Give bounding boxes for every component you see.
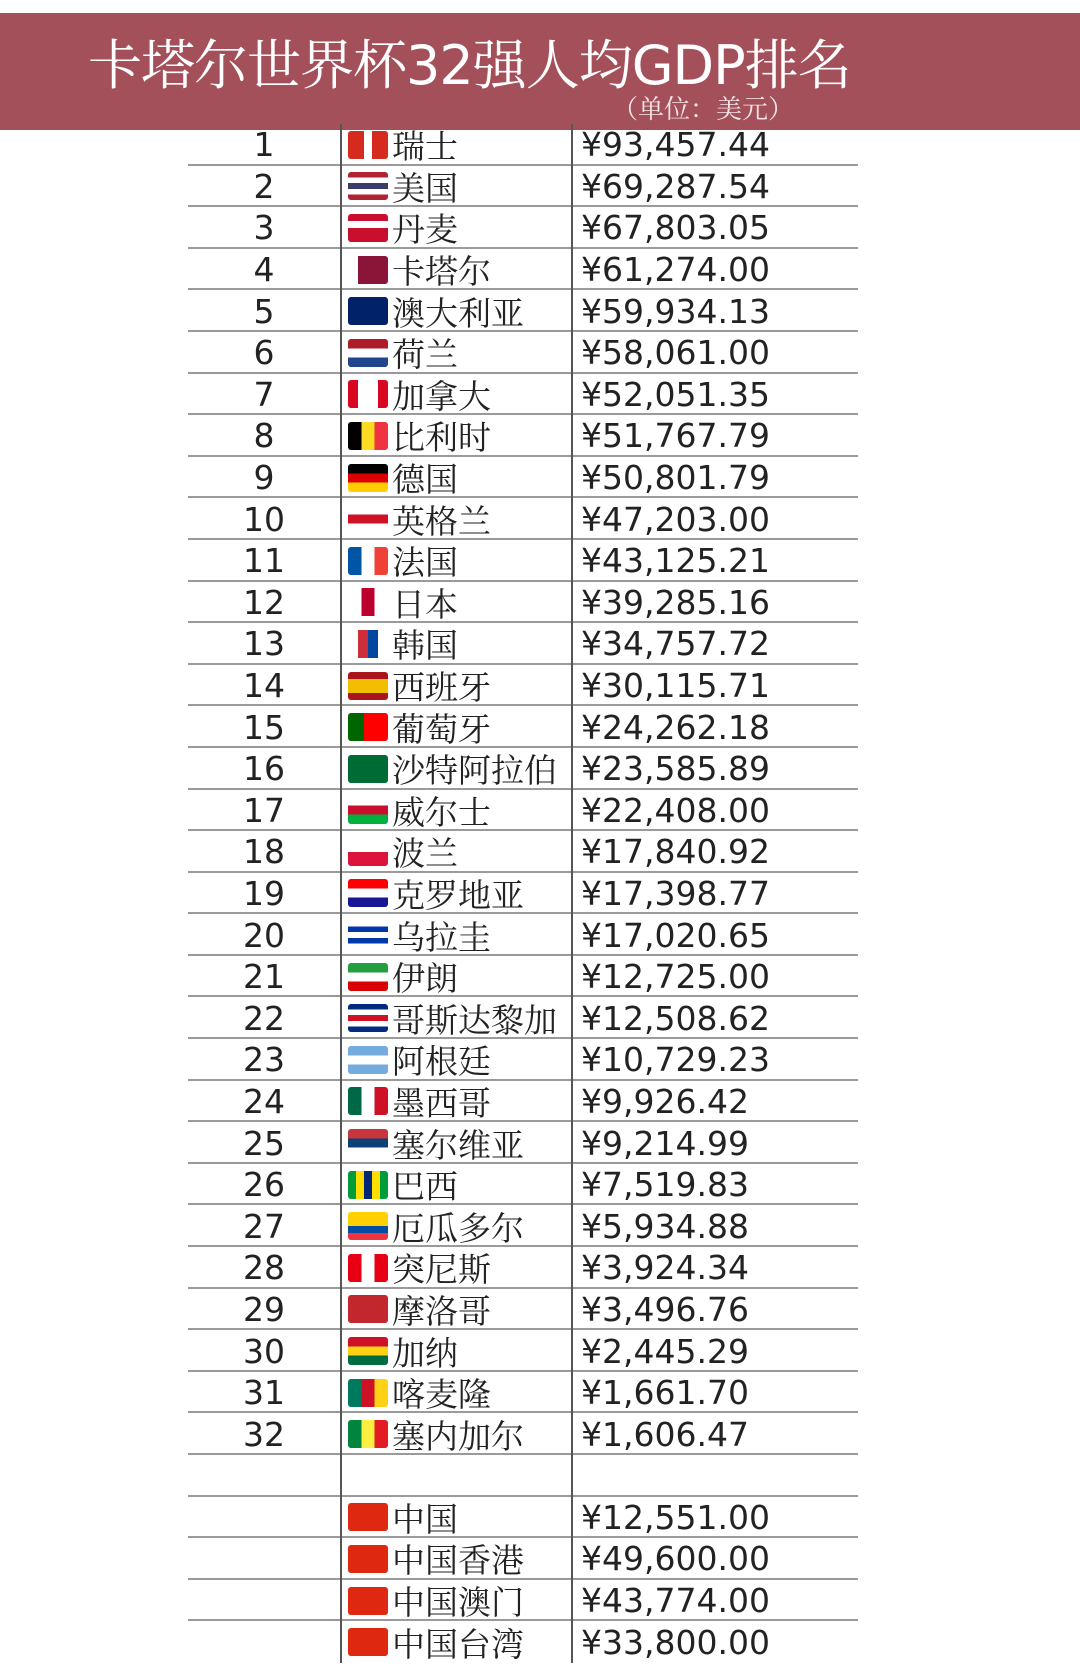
flag-icon <box>348 672 388 700</box>
gdp-value-cell: ¥9,214.99 <box>571 1122 858 1164</box>
country-cell <box>340 997 571 1039</box>
gdp-value-cell: ¥12,551.00 <box>571 1497 858 1539</box>
country-cell <box>340 1580 571 1622</box>
table-row <box>188 249 858 291</box>
country-cell <box>340 374 571 416</box>
flag-icon <box>348 1379 388 1407</box>
flag-icon <box>348 131 388 159</box>
country-name: 卡塔尔 <box>392 252 491 292</box>
country-cell <box>340 1538 571 1580</box>
country-name: 比利时 <box>392 418 491 458</box>
country-name: 阿根廷 <box>392 1042 491 1082</box>
country-cell <box>340 665 571 707</box>
gdp-value-cell: ¥43,125.21 <box>571 540 858 582</box>
rank-cell: 21 <box>243 957 285 997</box>
flag-icon <box>348 921 388 949</box>
country-name: 西班牙 <box>392 668 491 708</box>
table-row <box>188 1330 858 1372</box>
gdp-value-cell: ¥1,606.47 <box>571 1413 858 1455</box>
flag-icon <box>348 380 388 408</box>
flag-icon <box>348 505 388 533</box>
gdp-value-cell: ¥5,934.88 <box>571 1205 858 1247</box>
flag-icon <box>348 796 388 824</box>
country-name: 丹麦 <box>392 210 458 250</box>
table-row <box>188 1580 858 1622</box>
flag-icon <box>348 339 388 367</box>
country-cell <box>340 540 571 582</box>
flag-icon <box>348 422 388 450</box>
country-cell <box>340 623 571 665</box>
rank-cell <box>188 1497 340 1539</box>
country-name: 墨西哥 <box>392 1083 491 1123</box>
gdp-value-cell: ¥51,767.79 <box>571 415 858 457</box>
rank-cell: 7 <box>253 374 275 414</box>
table-row <box>188 1081 858 1123</box>
country-name: 喀麦隆 <box>392 1375 491 1415</box>
gdp-value-cell: ¥9,926.42 <box>571 1081 858 1123</box>
flag-icon <box>348 713 388 741</box>
rank-cell: 28 <box>243 1248 285 1288</box>
gdp-value-cell: ¥59,934.13 <box>571 290 858 332</box>
rank-cell: 27 <box>243 1206 285 1246</box>
gdp-value-cell: ¥17,398.77 <box>571 873 858 915</box>
rank-cell: 19 <box>243 873 285 913</box>
country-cell <box>340 748 571 790</box>
table-row <box>188 997 858 1039</box>
rank-cell: 29 <box>243 1289 285 1329</box>
country-cell <box>340 1039 571 1081</box>
rank-cell: 16 <box>243 749 285 789</box>
country-name: 加拿大 <box>392 376 491 416</box>
table-row <box>188 831 858 873</box>
country-cell <box>340 1330 571 1372</box>
country-cell <box>340 1497 571 1539</box>
country-cell <box>340 290 571 332</box>
flag-icon <box>348 1254 388 1282</box>
country-cell <box>340 1164 571 1206</box>
title-banner <box>0 13 1080 130</box>
rank-cell: 13 <box>243 624 285 664</box>
rank-cell: 30 <box>243 1331 285 1371</box>
gdp-value-cell: ¥43,774.00 <box>571 1580 858 1622</box>
table-row <box>188 290 858 332</box>
country-cell <box>340 332 571 374</box>
gdp-value-cell: ¥52,051.35 <box>571 374 858 416</box>
country-name: 沙特阿拉伯 <box>392 751 557 791</box>
country-cell <box>340 166 571 208</box>
flag-icon <box>348 838 388 866</box>
country-cell <box>340 457 571 499</box>
table-row <box>188 207 858 249</box>
gdp-value-cell: ¥12,508.62 <box>571 997 858 1039</box>
country-name: 哥斯达黎加 <box>392 1000 557 1040</box>
flag-icon <box>348 630 388 658</box>
flag-icon <box>348 1129 388 1157</box>
gdp-value-cell: ¥17,020.65 <box>571 914 858 956</box>
table-row <box>188 457 858 499</box>
rank-cell: 25 <box>243 1123 285 1163</box>
gdp-value-cell: ¥47,203.00 <box>571 498 858 540</box>
rank-cell: 10 <box>243 499 285 539</box>
country-name: 伊朗 <box>392 959 458 999</box>
country-name: 美国 <box>392 168 458 208</box>
country-name: 乌拉圭 <box>392 917 491 957</box>
gdp-value-cell: ¥67,803.05 <box>571 207 858 249</box>
table-row <box>188 1413 858 1455</box>
table-row <box>188 415 858 457</box>
table-row <box>188 706 858 748</box>
country-name: 威尔士 <box>392 792 491 832</box>
rank-cell: 11 <box>243 541 285 581</box>
country-cell <box>340 207 571 249</box>
flag-icon <box>348 1004 388 1032</box>
flag-icon <box>348 1337 388 1365</box>
flag-icon <box>348 1046 388 1074</box>
flag-icon <box>348 1420 388 1448</box>
country-name: 日本 <box>392 584 458 624</box>
country-cell <box>340 1247 571 1289</box>
country-name: 法国 <box>392 543 458 583</box>
table-row <box>188 1122 858 1164</box>
table-row <box>188 1621 858 1663</box>
flag-icon <box>348 879 388 907</box>
country-cell <box>340 124 571 166</box>
flag-icon <box>348 1171 388 1199</box>
flag-icon <box>348 1628 388 1656</box>
country-cell <box>340 498 571 540</box>
country-cell <box>340 790 571 832</box>
gdp-value-cell: ¥1,661.70 <box>571 1372 858 1414</box>
rank-cell: 20 <box>243 915 285 955</box>
country-cell <box>340 415 571 457</box>
gdp-value-cell: ¥2,445.29 <box>571 1330 858 1372</box>
table-row <box>188 665 858 707</box>
country-name: 德国 <box>392 460 458 500</box>
gdp-value-cell: ¥58,061.00 <box>571 332 858 374</box>
page-title: 卡塔尔世界杯32强人均GDP排名 <box>88 34 851 97</box>
flag-icon <box>348 1587 388 1615</box>
rank-cell: 14 <box>243 666 285 706</box>
flag-icon <box>348 256 388 284</box>
table-row <box>188 374 858 416</box>
country-cell <box>340 831 571 873</box>
rank-cell: 5 <box>253 291 275 331</box>
flag-icon <box>348 214 388 242</box>
country-cell <box>340 956 571 998</box>
country-cell <box>340 1122 571 1164</box>
rank-cell: 2 <box>253 166 275 206</box>
flag-icon <box>348 1087 388 1115</box>
gdp-value-cell: ¥7,519.83 <box>571 1164 858 1206</box>
table-row <box>188 1247 858 1289</box>
table-row <box>188 1039 858 1081</box>
flag-icon <box>348 464 388 492</box>
country-name: 瑞士 <box>392 127 458 167</box>
rank-cell: 3 <box>253 208 275 248</box>
rank-cell: 17 <box>243 790 285 830</box>
country-name: 澳大利亚 <box>392 293 524 333</box>
country-name: 韩国 <box>392 626 458 666</box>
rank-cell: 23 <box>243 1040 285 1080</box>
rank-cell: 8 <box>253 416 275 456</box>
country-cell <box>340 249 571 291</box>
gdp-value-cell: ¥49,600.00 <box>571 1538 858 1580</box>
table-row <box>188 873 858 915</box>
table-row <box>188 1164 858 1206</box>
gdp-ranking-table <box>188 124 858 1663</box>
country-name: 波兰 <box>392 834 458 874</box>
gdp-value-cell: ¥69,287.54 <box>571 166 858 208</box>
table-row <box>188 956 858 998</box>
table-row <box>188 914 858 956</box>
country-name: 中国台湾 <box>392 1624 524 1664</box>
rank-cell <box>188 1580 340 1622</box>
table-row <box>188 332 858 374</box>
flag-icon <box>348 1503 388 1531</box>
country-name: 葡萄牙 <box>392 709 491 749</box>
rank-cell <box>188 1621 340 1663</box>
gdp-value-cell: ¥3,496.76 <box>571 1289 858 1331</box>
gdp-value-cell: ¥30,115.71 <box>571 665 858 707</box>
country-name: 克罗地亚 <box>392 875 524 915</box>
gdp-value-cell: ¥39,285.16 <box>571 582 858 624</box>
country-name: 厄瓜多尔 <box>392 1208 524 1248</box>
country-name: 突尼斯 <box>392 1250 491 1290</box>
table-row <box>188 540 858 582</box>
gdp-value-cell: ¥12,725.00 <box>571 956 858 998</box>
table-row <box>188 1455 858 1497</box>
unit-subtitle: （单位：美元） <box>612 95 795 125</box>
gdp-value-cell: ¥50,801.79 <box>571 457 858 499</box>
country-cell <box>340 1621 571 1663</box>
country-name: 中国澳门 <box>392 1583 524 1623</box>
table-row <box>188 1372 858 1414</box>
country-cell <box>340 1205 571 1247</box>
gdp-value-cell: ¥10,729.23 <box>571 1039 858 1081</box>
gdp-value-cell: ¥93,457.44 <box>571 124 858 166</box>
country-cell <box>340 1455 571 1497</box>
country-name: 塞内加尔 <box>392 1416 524 1456</box>
rank-cell: 9 <box>253 458 275 498</box>
rank-cell: 15 <box>243 707 285 747</box>
rank-cell: 12 <box>243 582 285 622</box>
country-name: 摩洛哥 <box>392 1291 491 1331</box>
flag-icon <box>348 588 388 616</box>
country-cell <box>340 706 571 748</box>
flag-icon <box>348 755 388 783</box>
table-row <box>188 1205 858 1247</box>
flag-icon <box>348 547 388 575</box>
gdp-value-cell: ¥22,408.00 <box>571 790 858 832</box>
rank-cell <box>188 1538 340 1580</box>
rank-cell: 18 <box>243 832 285 872</box>
country-cell <box>340 1372 571 1414</box>
table-row <box>188 790 858 832</box>
rank-cell: 1 <box>253 125 275 165</box>
rank-cell: 32 <box>243 1414 285 1454</box>
flag-icon <box>348 172 388 200</box>
country-name: 中国香港 <box>392 1541 524 1581</box>
gdp-value-cell <box>571 1455 858 1497</box>
table-row <box>188 1497 858 1539</box>
country-cell <box>340 1081 571 1123</box>
gdp-value-cell: ¥17,840.92 <box>571 831 858 873</box>
table-row <box>188 124 858 166</box>
rank-cell: 31 <box>243 1373 285 1413</box>
rank-cell: 26 <box>243 1165 285 1205</box>
country-cell <box>340 873 571 915</box>
table-row <box>188 166 858 208</box>
gdp-value-cell: ¥33,800.00 <box>571 1621 858 1663</box>
table-row <box>188 748 858 790</box>
flag-icon <box>348 297 388 325</box>
gdp-value-cell: ¥24,262.18 <box>571 706 858 748</box>
table-row <box>188 623 858 665</box>
country-name: 加纳 <box>392 1333 458 1373</box>
flag-icon <box>348 1295 388 1323</box>
rank-cell: 24 <box>243 1081 285 1121</box>
flag-icon <box>348 963 388 991</box>
flag-icon <box>348 1212 388 1240</box>
table-row <box>188 498 858 540</box>
country-name: 塞尔维亚 <box>392 1125 524 1165</box>
gdp-value-cell: ¥3,924.34 <box>571 1247 858 1289</box>
rank-cell: 4 <box>253 250 275 290</box>
country-cell <box>340 1413 571 1455</box>
rank-cell <box>188 1455 340 1497</box>
gdp-value-cell: ¥61,274.00 <box>571 249 858 291</box>
country-cell <box>340 582 571 624</box>
table-row <box>188 582 858 624</box>
country-name: 荷兰 <box>392 335 458 375</box>
gdp-value-cell: ¥34,757.72 <box>571 623 858 665</box>
gdp-value-cell: ¥23,585.89 <box>571 748 858 790</box>
country-name: 英格兰 <box>392 501 491 541</box>
country-name: 中国 <box>392 1499 458 1539</box>
rank-cell: 22 <box>243 998 285 1038</box>
country-cell <box>340 1289 571 1331</box>
table-row <box>188 1289 858 1331</box>
country-name: 巴西 <box>392 1167 458 1207</box>
table-row <box>188 1538 858 1580</box>
rank-cell: 6 <box>253 333 275 373</box>
country-cell <box>340 914 571 956</box>
flag-icon <box>348 1545 388 1573</box>
